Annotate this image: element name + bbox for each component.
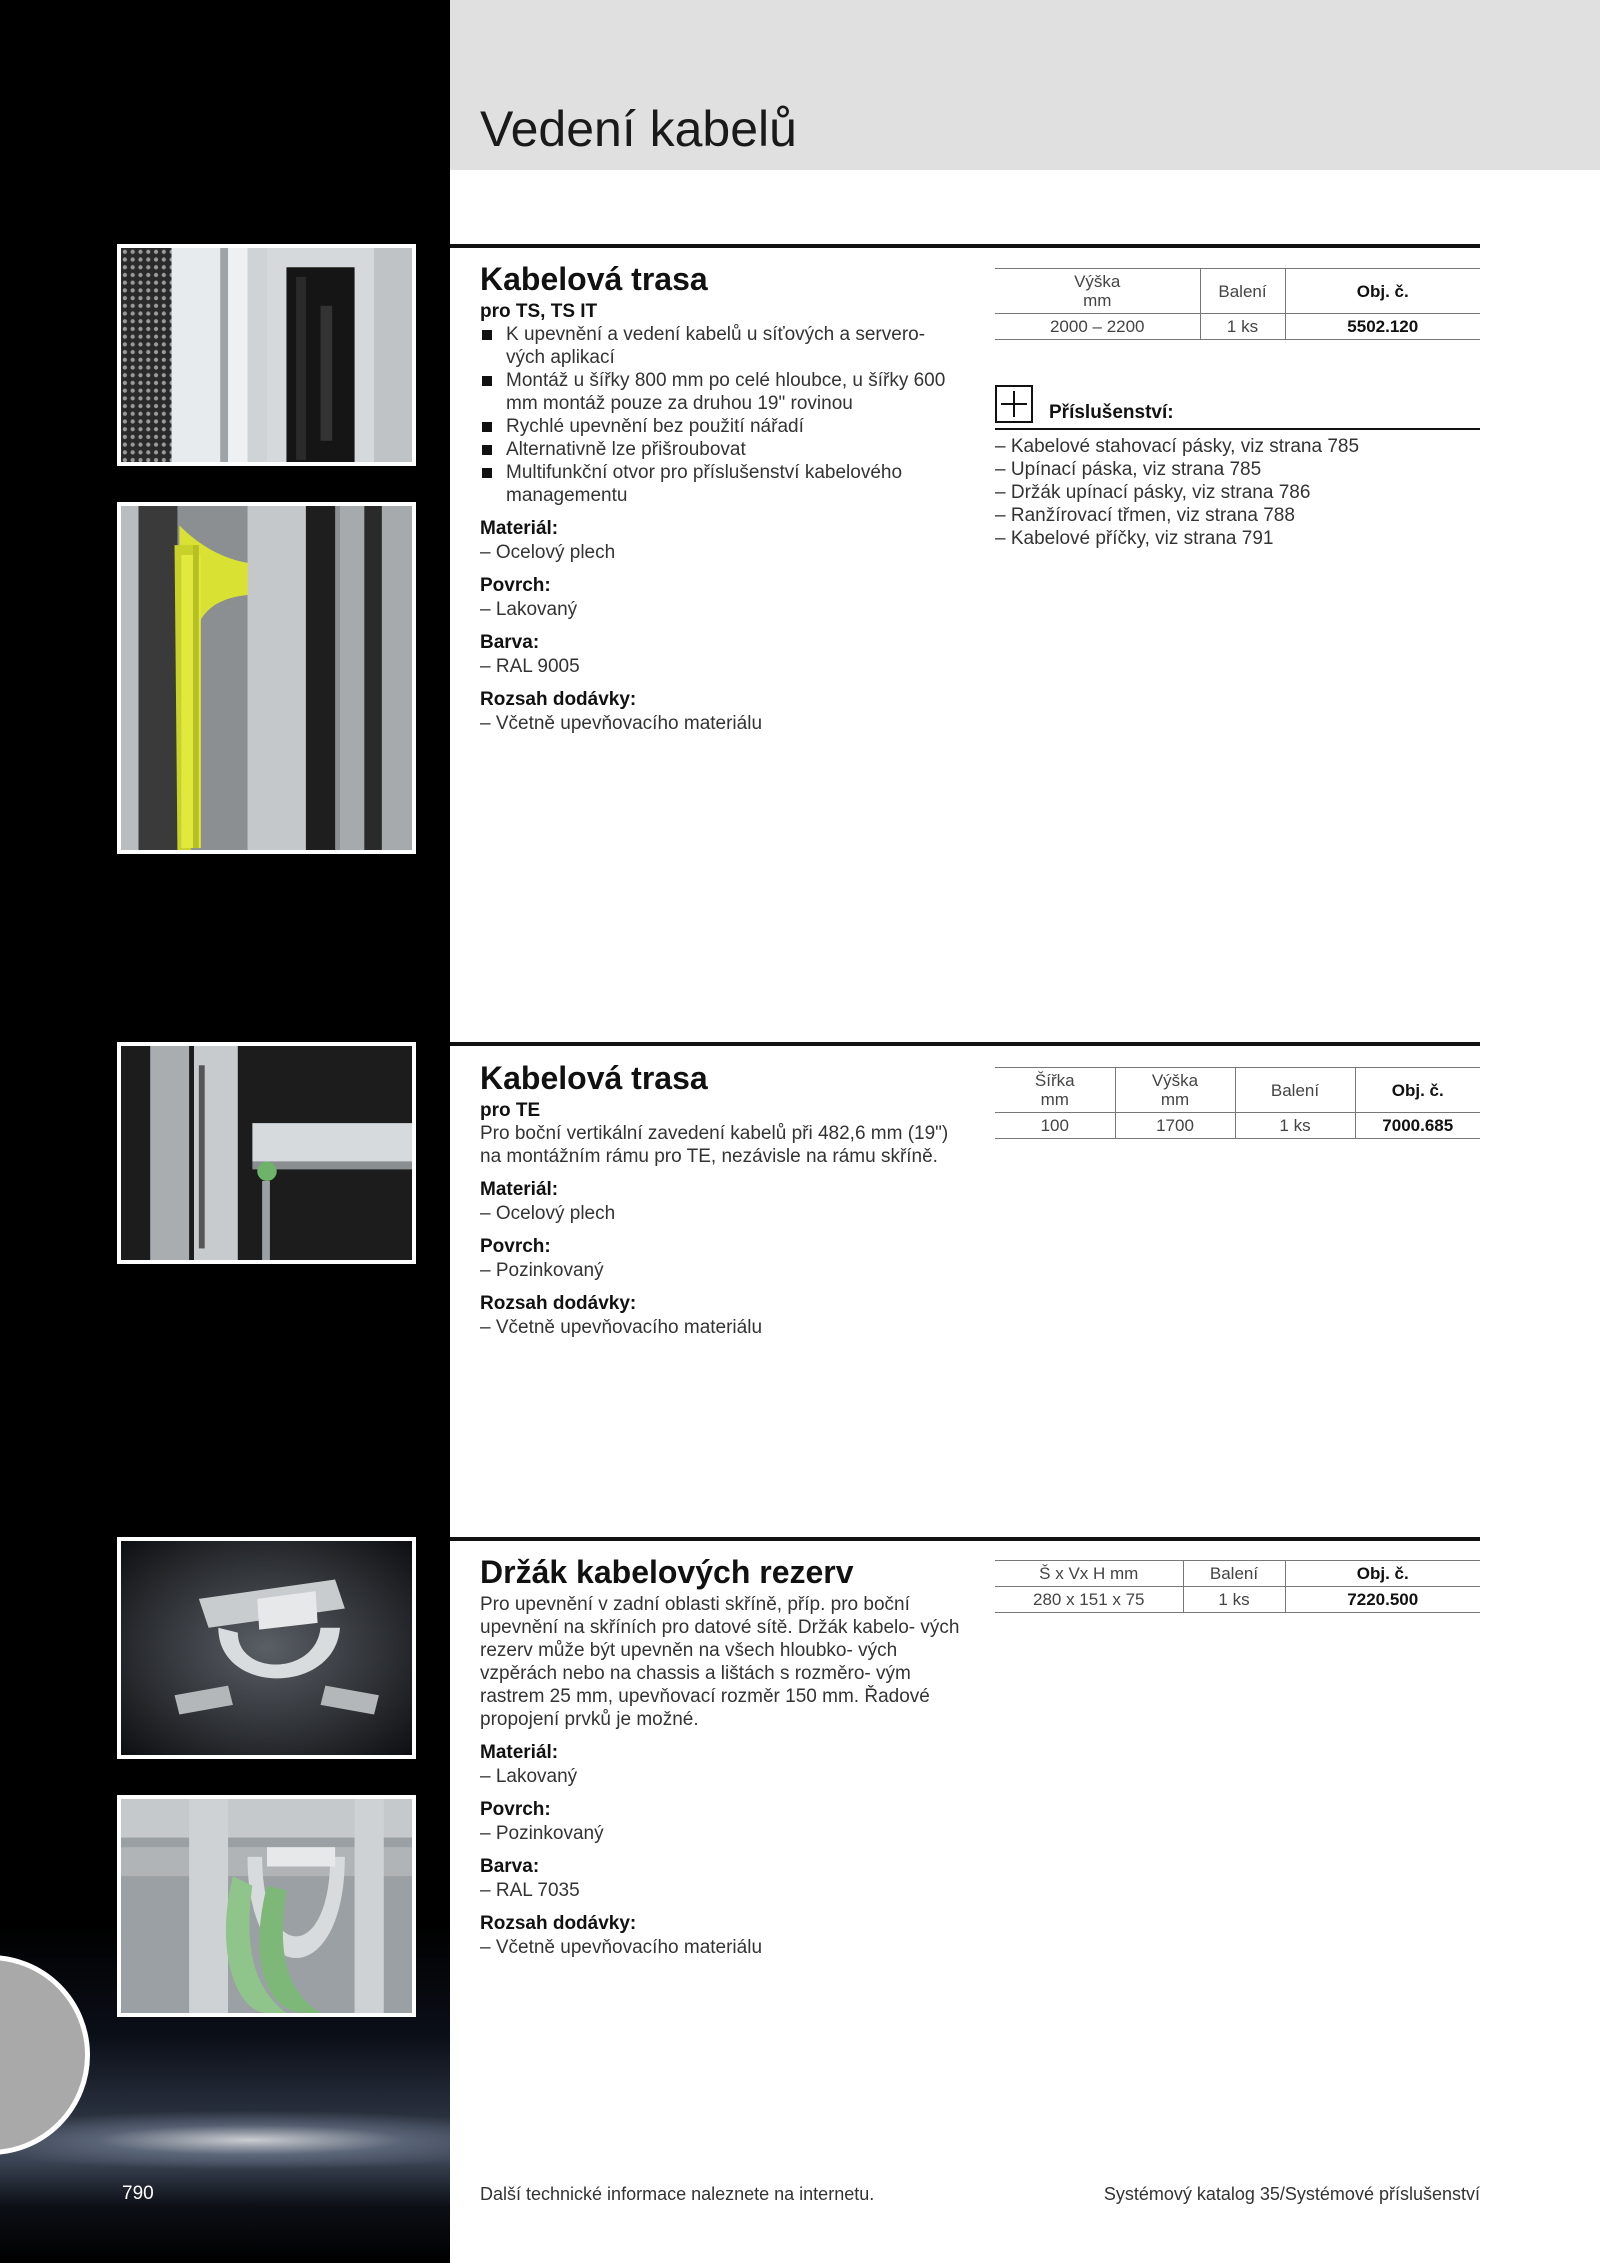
table-cell: 1 ks <box>1200 314 1285 340</box>
product-photo-cable-duct-cables <box>117 502 416 854</box>
col-header: Obj. č. <box>1285 269 1480 314</box>
property-material <box>480 1178 960 1225</box>
property-value: – Ocelový plech <box>480 1203 616 1225</box>
property-value: – Pozinkovaný <box>480 1260 604 1282</box>
product-photo-holder-with-cables <box>117 1795 416 2017</box>
col-header: Balení <box>1183 1561 1285 1587</box>
accessories-title: Příslušenství: <box>1049 402 1174 423</box>
property-surface <box>480 1235 960 1282</box>
property-material <box>480 517 960 564</box>
property-color <box>480 1855 960 1902</box>
col-header: Výška mm <box>1074 272 1121 310</box>
plus-icon <box>995 385 1033 423</box>
accessory-item: – Kabelové stahovací pásky, viz strana 785 <box>995 436 1360 457</box>
order-number: 7000.685 <box>1355 1113 1480 1139</box>
property-label: Materiál: <box>480 1179 559 1201</box>
section-3-rule <box>450 1537 1480 1541</box>
accessory-item: – Držák upínací pásky, viz strana 786 <box>995 482 1311 503</box>
order-number: 5502.120 <box>1285 314 1480 340</box>
product-2-title: Kabelová trasa <box>480 1060 708 1096</box>
table-cell: 280 x 151 x 75 <box>1032 1590 1145 1609</box>
property-label: Rozsah dodávky: <box>480 1293 637 1315</box>
footer-catalog: Systémový katalog 35/Systémové příslušenství <box>1103 2184 1480 2204</box>
property-color <box>480 631 960 678</box>
page-title: Vedení kabelů <box>480 101 797 157</box>
product-3 <box>480 1555 960 1959</box>
col-header: Obj. č. <box>1355 1068 1480 1113</box>
property-label: Barva: <box>480 1856 540 1878</box>
table-row <box>995 314 1480 340</box>
spec-table-3 <box>995 1560 1480 1613</box>
property-label: Povrch: <box>480 1799 551 1821</box>
footer-note: Další technické informace naleznete na internetu. <box>480 2184 875 2204</box>
property-label: Barva: <box>480 632 540 654</box>
section-1-rule <box>450 244 1480 248</box>
feature-item: K upevnění a vedení kabelů u síťových a servero- vých aplikací <box>480 323 960 369</box>
property-value: – Lakovaný <box>480 599 578 621</box>
accessories-box <box>995 385 1480 550</box>
product-3-description: Pro upevnění v zadní oblasti skříně, příp. pro boční upevnění na skříních pro datové sítě. Držák kabelo- vých rezerv může být upevněn na všech hloubko- vých vzpěrách nebo na chassis a lištách s rozměro- vým rastrem 25 mm, upevňovací rozměr 150 mm. Řadové propojení prvků je možné. <box>480 1594 960 1731</box>
accessory-item: – Upínací páska, viz strana 785 <box>995 459 1262 480</box>
property-label: Rozsah dodávky: <box>480 1913 637 1935</box>
property-scope <box>480 688 960 735</box>
product-photo-cable-reserve-holder <box>117 1537 416 1759</box>
table-row <box>995 1587 1480 1613</box>
col-header: Balení <box>1235 1068 1355 1113</box>
product-3-title: Držák kabelových rezerv <box>480 1554 854 1590</box>
spec-table-2 <box>995 1067 1480 1139</box>
accessories-header <box>995 385 1480 430</box>
property-surface <box>480 1798 960 1845</box>
col-header: Obj. č. <box>1285 1561 1480 1587</box>
col-header: Výška mm <box>1115 1068 1235 1113</box>
product-1-title: Kabelová trasa <box>480 261 708 297</box>
feature-item: Alternativně lze přišroubovat <box>480 438 960 461</box>
table-header-row <box>995 1561 1480 1587</box>
col-header: Šířka mm <box>1034 1071 1075 1109</box>
table-cell: 1 ks <box>1235 1113 1355 1139</box>
property-surface <box>480 574 960 621</box>
property-label: Povrch: <box>480 1236 551 1258</box>
accessory-item: – Ranžírovací třmen, viz strana 788 <box>995 505 1295 526</box>
table-row <box>995 1113 1480 1139</box>
product-2-subtitle: pro TE <box>480 1100 541 1122</box>
product-1 <box>480 262 960 735</box>
table-cell: 100 <box>1040 1116 1069 1135</box>
accessories-list <box>995 435 1480 550</box>
product-1-subtitle: pro TS, TS IT <box>480 301 598 323</box>
property-label: Materiál: <box>480 1742 559 1764</box>
property-value: – RAL 9005 <box>480 656 580 678</box>
table-cell: 1 ks <box>1183 1587 1285 1613</box>
property-value: – Včetně upevňovacího materiálu <box>480 1937 763 1959</box>
table-header-row <box>995 269 1480 314</box>
property-value: – Lakovaný <box>480 1766 578 1788</box>
property-value: – Včetně upevňovacího materiálu <box>480 713 763 735</box>
table-cell: 1700 <box>1115 1113 1235 1139</box>
property-scope <box>480 1912 960 1959</box>
product-2-description: Pro boční vertikální zavedení kabelů při 482,6 mm (19") na montážním rámu pro TE, nezávisle na rámu skříně. <box>480 1123 949 1168</box>
property-value: – Ocelový plech <box>480 542 616 564</box>
property-label: Povrch: <box>480 575 551 597</box>
feature-item: Multifunkční otvor pro příslušenství kabelového managementu <box>480 461 960 507</box>
accessory-item: – Kabelové příčky, viz strana 791 <box>995 528 1274 549</box>
section-2-rule <box>450 1042 1480 1046</box>
col-header: Š x Vx H mm <box>1039 1564 1139 1583</box>
property-value: – Pozinkovaný <box>480 1823 604 1845</box>
product-photo-te-cable-duct <box>117 1042 416 1264</box>
feature-item: Montáž u šířky 800 mm po celé hloubce, u šířky 600 mm montáž pouze za druhou 19" rovinou <box>480 369 960 415</box>
product-2 <box>480 1061 960 1339</box>
property-label: Rozsah dodávky: <box>480 689 637 711</box>
spec-table-1 <box>995 268 1480 340</box>
property-material <box>480 1741 960 1788</box>
product-photo-cable-duct-top <box>117 244 416 466</box>
property-value: – RAL 7035 <box>480 1880 580 1902</box>
property-value: – Včetně upevňovacího materiálu <box>480 1317 763 1339</box>
sidebar-glow <box>0 2110 450 2170</box>
table-header-row <box>995 1068 1480 1113</box>
feature-item: Rychlé upevnění bez použití nářadí <box>480 415 960 438</box>
order-number: 7220.500 <box>1285 1587 1480 1613</box>
col-header: Balení <box>1200 269 1285 314</box>
property-scope <box>480 1292 960 1339</box>
property-label: Materiál: <box>480 518 559 540</box>
product-1-features <box>480 323 960 507</box>
table-cell: 2000 – 2200 <box>1049 317 1145 336</box>
page-number: 790 <box>122 2183 154 2204</box>
